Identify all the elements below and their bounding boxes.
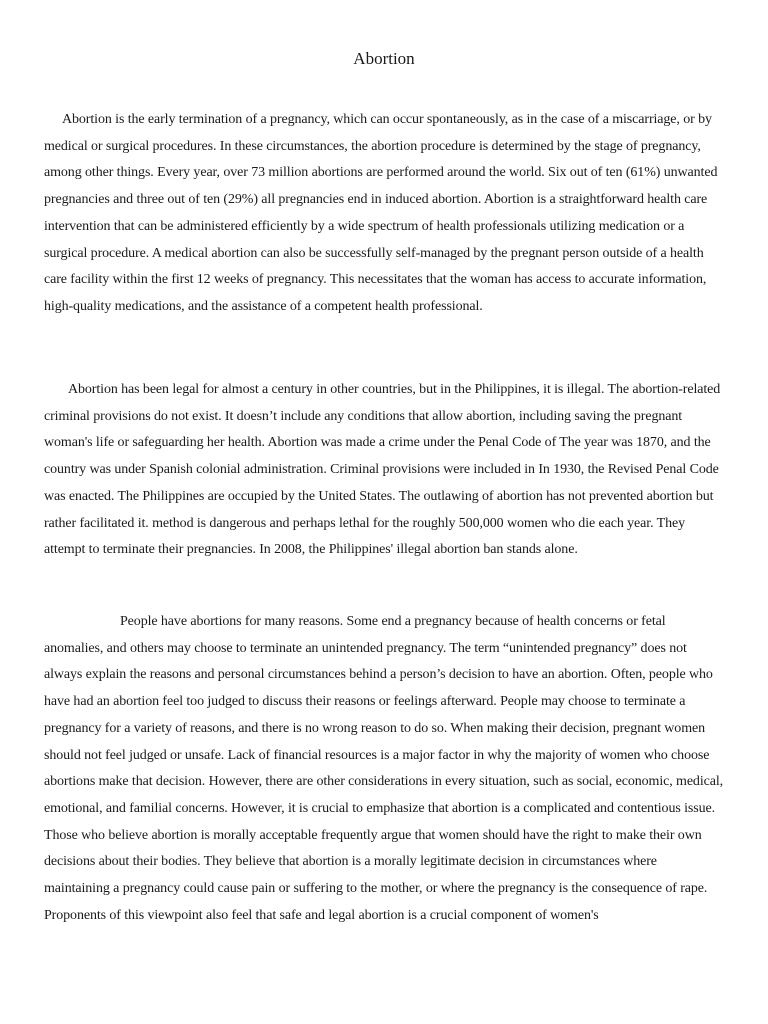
paragraph-2: Abortion has been legal for almost a century in other countries, but in the Philippines, it is illegal. The abortion-related criminal provisions do not exist. It doesn’t include any conditions that allow abortion, including saving the pregnant woman's life or safeguarding her health. Abortion was made a crime under the Penal Code of The year was 1870, and the country was under Spanish colonial administration. Criminal provisions were included in In 1930, the Revised Penal Code was enacted. The Philippines are occupied by the United States. The outlawing of abortion has not prevented abortion but rather facilitated it. method is dangerous and perhaps lethal for the roughly 500,000 women who die each year. They attempt to terminate their pregnancies. In 2008, the Philippines' illegal abortion ban stands alone. [44, 382, 721, 558]
paragraph-1: Abortion is the early termination of a pregnancy, which can occur spontaneously, as in the case of a miscarriage, or by medical or surgical procedures. In these circumstances, the abortion procedure is determined by the stage of pregnancy, among other things. Every year, over 73 million abortions are performed around the world. Six out of ten (61%) unwanted pregnancies and three out of ten (29%) all pregnancies end in induced abortion. Abortion is a straightforward health care intervention that can be administered efficiently by a wide spectrum of health professionals utilizing medication or a surgical procedure. A medical abortion can also be successfully self-managed by the pregnant person outside of a health care facility within the first 12 weeks of pregnancy. This necessitates that the woman has access to accurate information, high-quality medications, and the assistance of a competent health professional. [44, 112, 718, 314]
document-title: Abortion [353, 49, 415, 68]
paragraph-3: People have abortions for many reasons. Some end a pregnancy because of health concerns or fetal anomalies, and others may choose to terminate an unintended pregnancy. The term “unintended pregnancy” does not always explain the reasons and personal circumstances behind a person’s decision to have an abortion. Often, people who have had an abortion feel too judged to discuss their reasons or feelings afterward. People may choose to terminate a pregnancy for a variety of reasons, and there is no wrong reason to do so. When making their decision, pregnant women should not feel judged or unsafe. Lack of financial resources is a major factor in why the majority of women who choose abortions make that decision. However, there are other considerations in every situation, such as social, economic, medical, emotional, and familial concerns. However, it is crucial to emphasize that abortion is a complicated and contentious issue. Those who believe abortion is morally acceptable frequently argue that women should have the right to make their own decisions about their bodies. They believe that abortion is a morally legitimate decision in circumstances where maintaining a pregnancy could cause pain or suffering to the mother, or where the pregnancy is the consequence of rape. Proponents of this viewpoint also feel that safe and legal abortion is a crucial component of women's [44, 614, 724, 923]
